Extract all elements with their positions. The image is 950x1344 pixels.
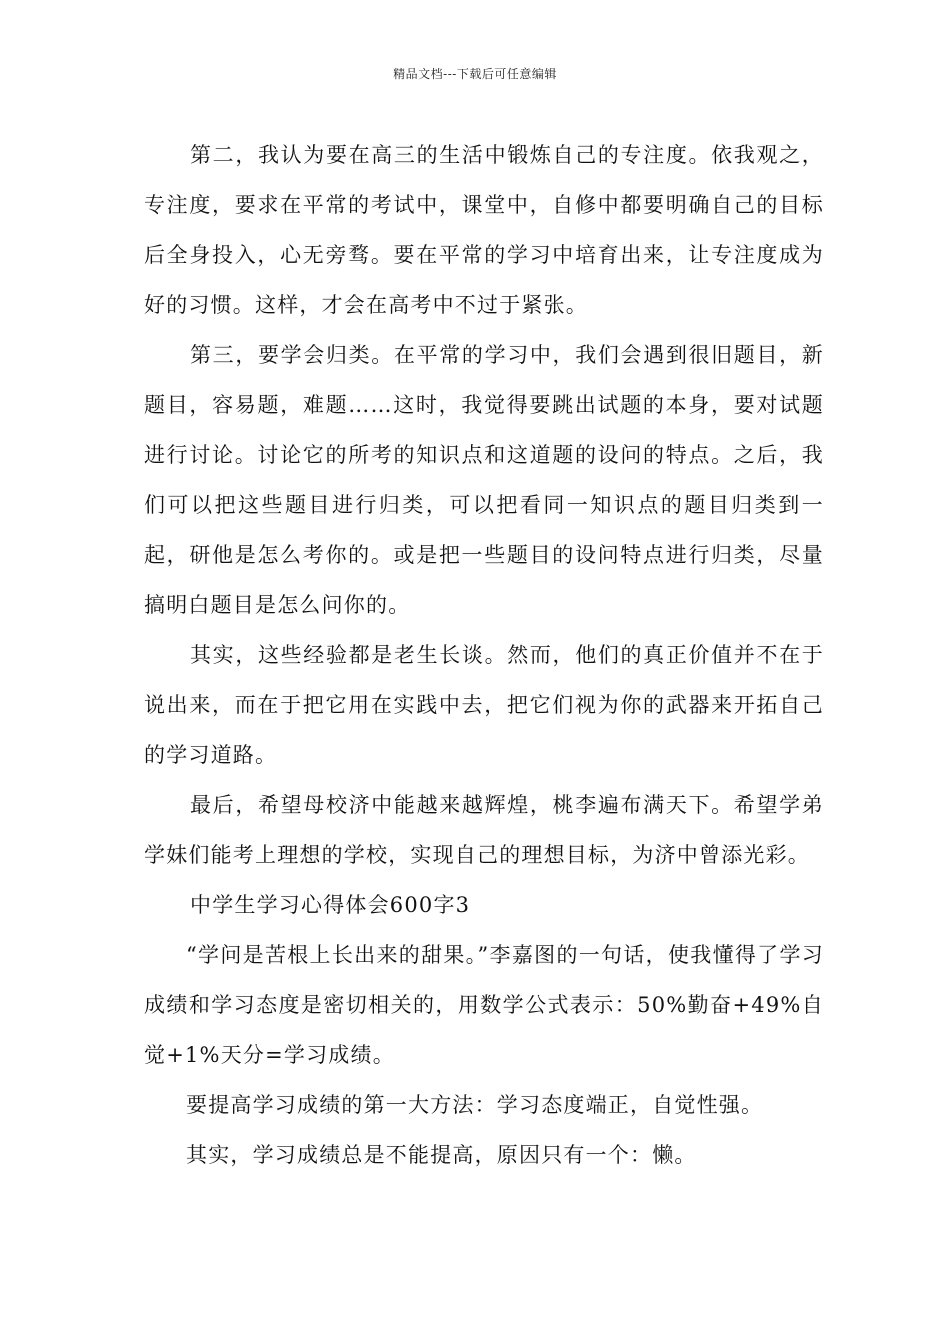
paragraph-experience: 其实，这些经验都是老生长谈。然而，他们的真正价值并不在于说出来，而在于把它用在实践中去，把它们视为你的武器来开拓自己的学习道路。 <box>144 643 824 767</box>
paragraph-reason: 其实，学习成绩总是不能提高，原因只有一个：懒。 <box>186 1143 697 1167</box>
paragraph-closing-wish: 最后，希望母校济中能越来越辉煌，桃李遍布满天下。希望学弟学妹们能考上理想的学校，实现自己的理想目标，为济中曾添光彩。 <box>144 793 824 867</box>
paragraph-quote: “学问是苦根上长出来的甜果。”李嘉图的一句话，使我懂得了学习成绩和学习态度是密切相关的，用数学公式表示：50%勤奋+49%自觉+1%天分=学习成绩。 <box>144 943 824 1067</box>
paragraph-second-point: 第二，我认为要在高三的生活中锻炼自己的专注度。依我观之，专注度，要求在平常的考试中，课堂中，自修中都要明确自己的目标后全身投入，心无旁骛。要在平常的学习中培育出来，让专注度成为好的习惯。这样，才会在高考中不过于紧张。 <box>144 143 824 317</box>
paragraph-method-one: 要提高学习成绩的第一大方法：学习态度端正，自觉性强。 <box>186 1093 764 1117</box>
paragraph-third-point: 第三，要学会归类。在平常的学习中，我们会遇到很旧题目，新题目，容易题，难题……这时，我觉得要跳出试题的本身，要对试题进行讨论。讨论它的所考的知识点和这道题的设问的特点。之后，我们可以把这些题目进行归类，可以把看同一知识点的题目归类到一起，研他是怎么考你的。或是把一些题目的设问特点进行归类，尽量搞明白题目是怎么问你的。 <box>144 343 824 617</box>
document-body <box>144 130 824 1180</box>
page-header: 精品文档---下载后可任意编辑 <box>393 67 557 81</box>
section-heading: 中学生学习心得体会600字3 <box>190 893 471 917</box>
